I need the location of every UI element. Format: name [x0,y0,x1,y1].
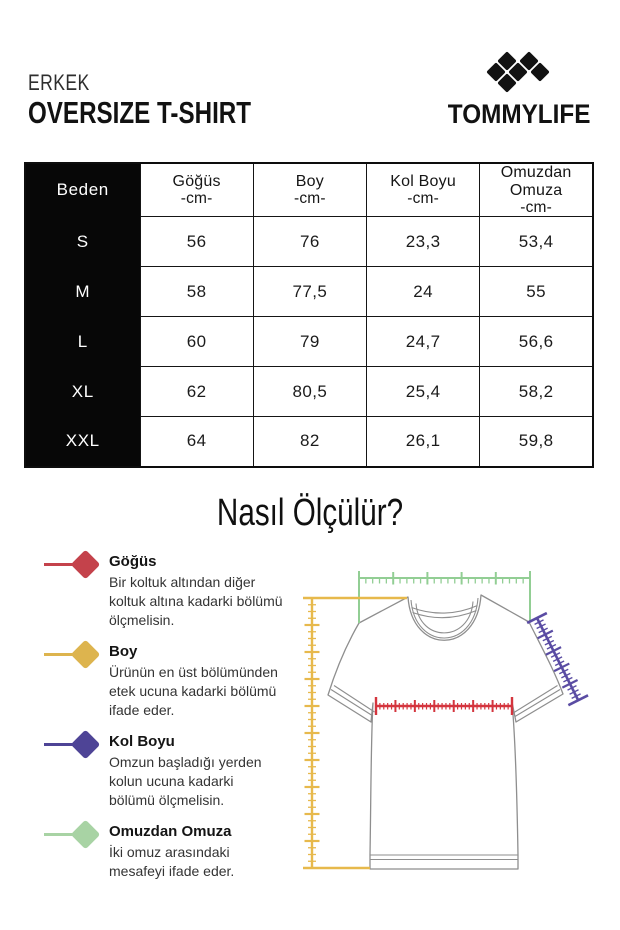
size-label: M [25,267,140,317]
legend-item [44,643,298,720]
size-value-cell: 24 [367,267,480,317]
legend-item [44,733,298,810]
measure-column-header: Göğüs -cm- [140,163,253,217]
size-value-cell: 64 [140,417,253,467]
size-value-cell: 62 [140,367,253,417]
size-value-cell: 56 [140,217,253,267]
legend-name: Göğüs [109,553,157,570]
size-value-cell: 80,5 [253,367,366,417]
size-value-cell: 56,6 [480,317,593,367]
size-value-cell: 60 [140,317,253,367]
size-label: S [25,217,140,267]
size-value-cell: 77,5 [253,267,366,317]
size-value-cell: 53,4 [480,217,593,267]
size-row [25,217,593,267]
legend-diamond-icon [44,733,100,757]
legend-name: Boy [109,643,138,660]
product-title: OVERSIZE T-SHIRT [28,95,252,130]
size-value-cell: 76 [253,217,366,267]
legend-item [44,823,298,881]
measure-legend [44,553,298,881]
category-label: ERKEK [28,70,90,95]
size-row [25,267,593,317]
size-row [25,417,593,467]
how-to-measure-title: Nasıl Ölçülür? [216,492,404,534]
size-value-cell: 26,1 [367,417,480,467]
size-label: XXL [25,417,140,467]
size-value-cell: 55 [480,267,593,317]
tshirt-outline [328,595,563,869]
size-row [25,317,593,367]
size-value-cell: 58 [140,267,253,317]
size-label: L [25,317,140,367]
size-value-cell: 82 [253,417,366,467]
measure-column-header: Kol Boyu -cm- [367,163,480,217]
brand-name: TOMMYLIFE [447,99,591,129]
legend-diamond-icon [44,553,100,577]
size-row [25,367,593,417]
measure-column-header: Boy -cm- [253,163,366,217]
legend-description: İki omuz arasındaki mesafeyi ifade eder. [109,844,235,879]
brand-diamonds-icon [485,50,551,94]
brand-logo [440,50,596,130]
size-table-header-row [25,163,593,217]
legend-diamond-icon [44,643,100,667]
size-value-cell: 25,4 [367,367,480,417]
size-value-cell: 24,7 [367,317,480,367]
size-value-cell: 23,3 [367,217,480,267]
legend-name: Omuzdan Omuza [109,823,232,840]
size-value-cell: 59,8 [480,417,593,467]
legend-description: Omzun başladığı yerden kolun ucuna kadarki bölümü ölçmelisin. [109,754,262,808]
legend-name: Kol Boyu [109,733,175,750]
size-value-cell: 58,2 [480,367,593,417]
size-table [24,162,594,468]
size-label: XL [25,367,140,417]
legend-diamond-icon [44,823,100,847]
tshirt-measure-diagram [295,555,605,885]
size-table-corner-header: Beden [25,163,140,217]
legend-description: Ürünün en üst bölümünden etek ucuna kadarki bölümü ifade eder. [109,664,278,718]
measure-column-header: Omuzdan Omuza -cm- [480,163,593,217]
legend-item [44,553,298,630]
size-value-cell: 79 [253,317,366,367]
legend-description: Bir koltuk altından diğer koltuk altına kadarki bölümü ölçmelisin. [109,574,283,628]
